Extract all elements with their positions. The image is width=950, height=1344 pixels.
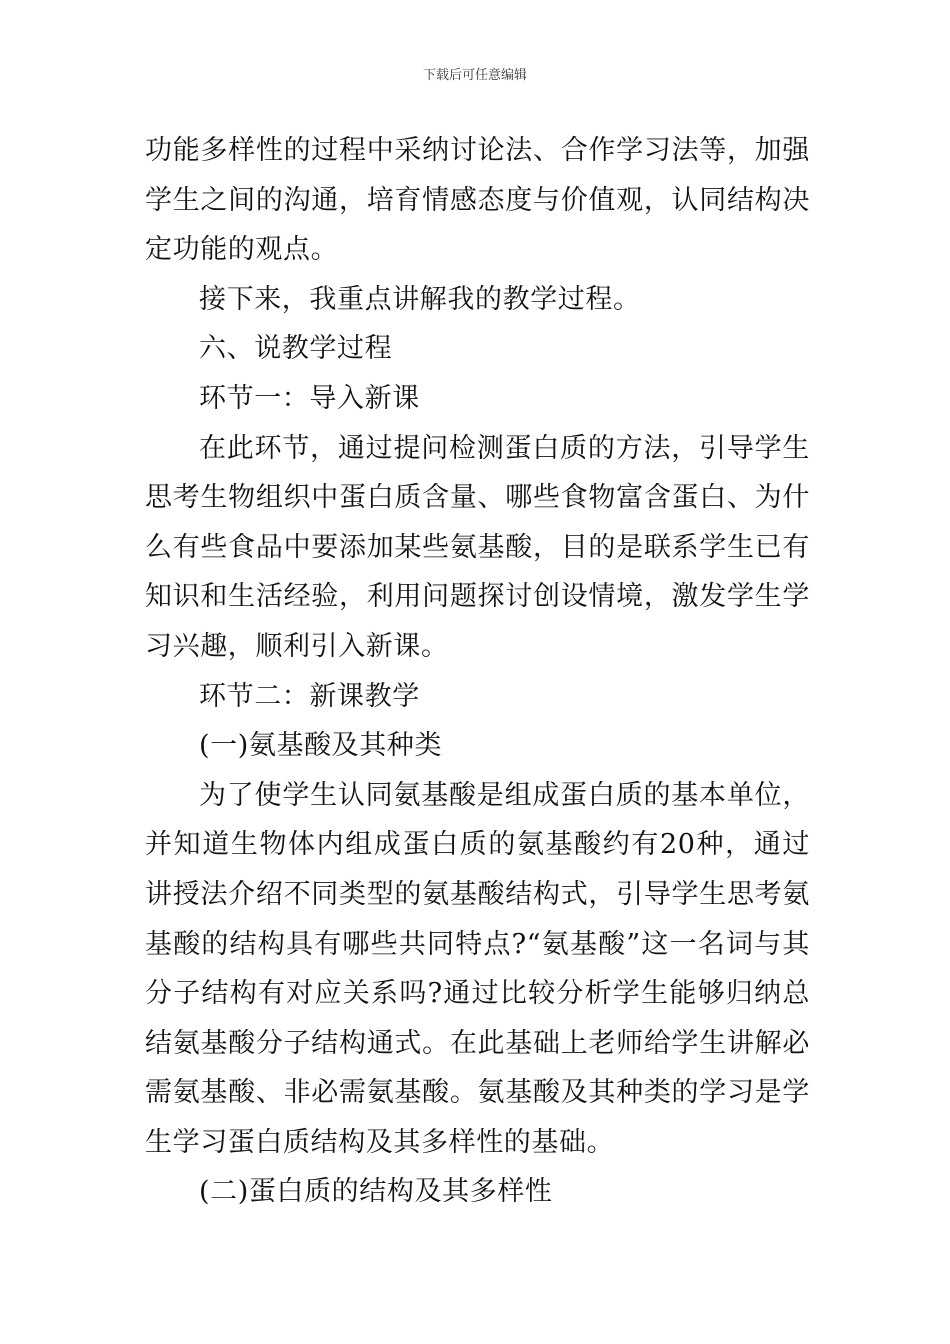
document-body (145, 126, 810, 1217)
subheading-step-1: 环节一：导入新课 (199, 382, 420, 414)
paragraph-amino-acids: 为了使学生认同氨基酸是组成蛋白质的基本单位，并知道生物体内组成蛋白质的氨基酸约有20种，通过讲授法介绍不同类型的氨基酸结构式，引导学生思考氨基酸的结构具有哪些共同特点?“氨基酸”这一名词与其分子结构有对应关系吗?通过比较分析学生能够归纳总结氨基酸分子结构通式。在此基础上老师给学生讲解必需氨基酸、非必需氨基酸。氨基酸及其种类的学习是学生学习蛋白质结构及其多样性的基础。 (145, 779, 810, 1158)
subheading-amino-acids: (一)氨基酸及其种类 (199, 730, 443, 762)
subheading-protein-structure: (二)蛋白质的结构及其多样性 (199, 1176, 553, 1208)
paragraph-step-1: 在此环节，通过提问检测蛋白质的方法，引导学生思考生物组织中蛋白质含量、哪些食物富含蛋白、为什么有些食品中要添加某些氨基酸，目的是联系学生已有知识和生活经验，利用问题探讨创设情境，激发学生学习兴趣，顺利引入新课。 (145, 432, 810, 662)
subheading-step-2: 环节二：新课教学 (199, 680, 420, 712)
page-header-note: 下载后可任意编辑 (422, 68, 527, 83)
paragraph-2: 接下来，我重点讲解我的教学过程。 (199, 283, 641, 315)
paragraph-1: 功能多样性的过程中采纳讨论法、合作学习法等，加强学生之间的沟通，培育情感态度与价值观，认同结构决定功能的观点。 (145, 135, 810, 266)
section-heading-6: 六、说教学过程 (199, 333, 393, 365)
